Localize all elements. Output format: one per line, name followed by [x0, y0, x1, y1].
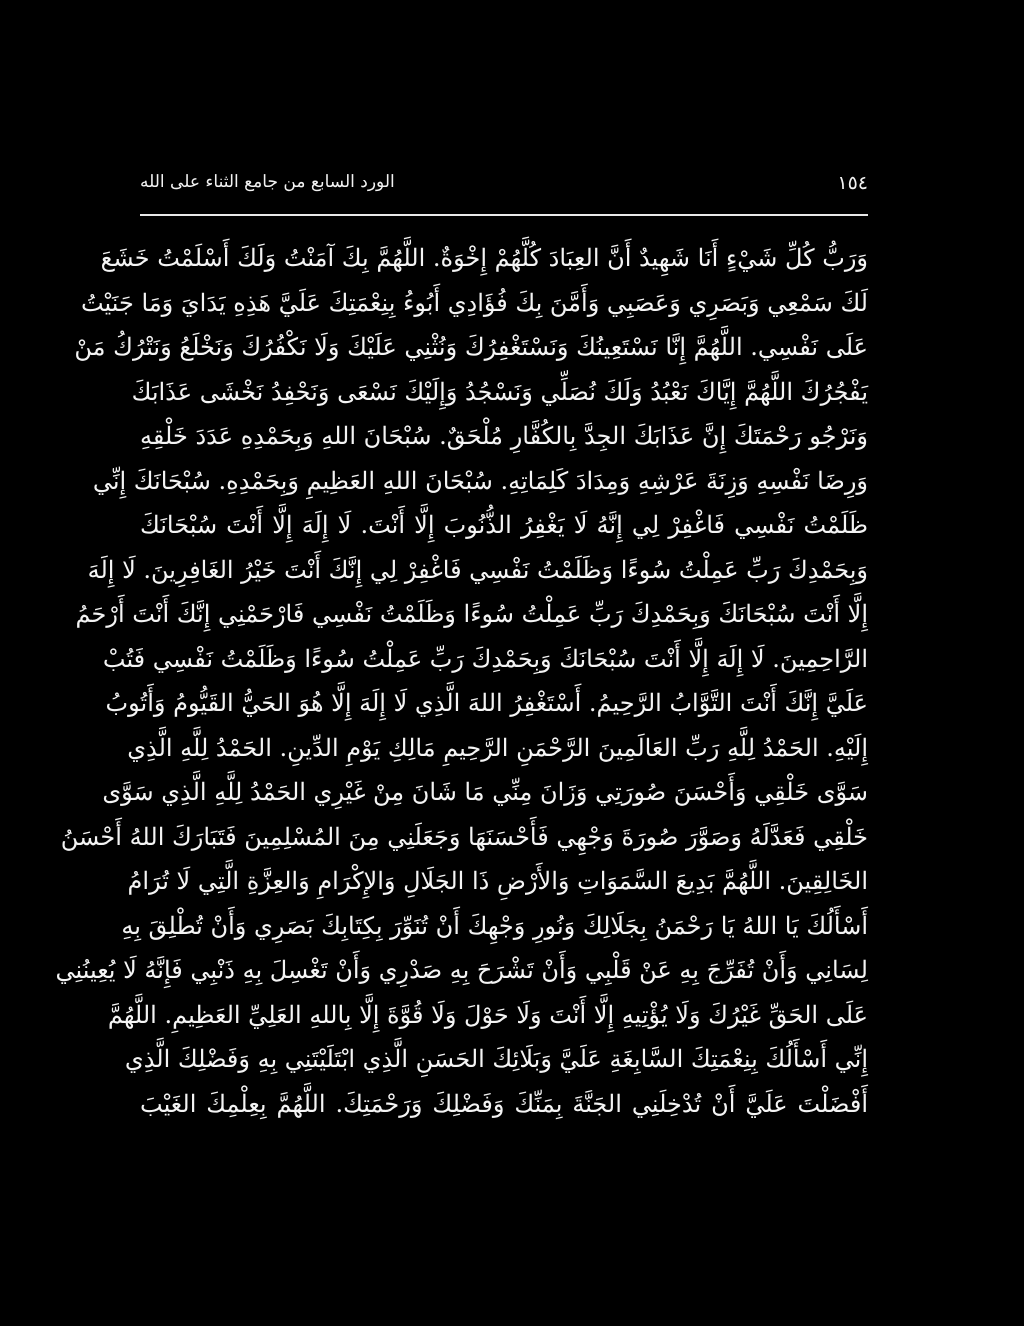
text-line: وَبِحَمْدِكَ رَبِّ عَمِلْتُ سُوءًا وَظَلَمْتُ نَفْسِي فَاغْفِرْ لِي إِنَّكَ أَنْتَ خَيْرُ الغَافِرِينَ. لَا إِلَهَ	[87, 555, 868, 584]
text-line: لِسَانِي وَأَنْ تُفَرِّجَ بِهِ عَنْ قَلْبِي وَأَنْ تَشْرَحَ بِهِ صَدْرِي وَأَنْ تَغْسِلَ بِهِ ذَنْبِي فَإِنَّهُ لَا يُعِينُنِي	[55, 956, 868, 984]
text-line: إِنِّي أَسْأَلُكَ بِنِعْمَتِكَ السَّابِغَةِ عَلَيَّ وَبَلَائِكَ الحَسَنِ الَّذِي ابْتَلَيْتَنِي بِهِ وَفَضْلِكَ الَّذِي	[124, 1045, 868, 1073]
body-text	[55, 236, 868, 1126]
text-line: عَلَيَّ إِنَّكَ أَنْتَ التَّوَّابُ الرَّحِيمُ. أَسْتَغْفِرُ اللهَ الَّذِي لَا إِلَهَ إِلَّا هُوَ الحَيُّ القَيُّومُ وَأَتُوبُ	[105, 689, 868, 717]
page-number: ١٥٤	[837, 172, 868, 194]
text-line: إِلَيْهِ. الحَمْدُ لِلَّهِ رَبِّ العَالَمِينَ الرَّحْمَنِ الرَّحِيمِ مَالِكِ يَوْمِ الدِّينِ. الحَمْدُ لِلَّهِ الَّذِي	[127, 733, 868, 762]
text-line: إِلَّا أَنْتَ سُبْحَانَكَ وَبِحَمْدِكَ رَبِّ عَمِلْتُ سُوءًا وَظَلَمْتُ نَفْسِي فَارْحَمْنِي إِنَّكَ أَنْتَ أَرْحَمُ	[75, 600, 868, 628]
text-line: عَلَى نَفْسِي. اللَّهُمَّ إِنَّا نَسْتَعِينُكَ وَنَسْتَغْفِرُكَ وَنُثْنِي عَلَيْكَ وَلَا نَكْفُرُكَ وَنَخْلَعُ وَنَتْرُكُ مَنْ	[74, 333, 868, 361]
text-line: أَفْضَلْتَ عَلَيَّ أَنْ تُدْخِلَنِي الجَنَّةَ بِمَنِّكَ وَفَضْلِكَ وَرَحْمَتِكَ. اللَّهُمَّ بِعِلْمِكَ الغَيْبَ	[140, 1089, 868, 1118]
text-line: الخَالِقِينَ. اللَّهُمَّ بَدِيعَ السَّمَوَاتِ وَالأَرْضِ ذَا الجَلَالِ وَالإِكْرَامِ وَالعِزَّةِ الَّتِي لَا تُرَامُ	[127, 867, 868, 895]
text-line: وَنَرْجُو رَحْمَتَكَ إِنَّ عَذَابَكَ الجِدَّ بِالكُفَّارِ مُلْحَقٌ. سُبْحَانَ اللهِ وَبِحَمْدِهِ عَدَدَ خَلْقِهِ	[140, 422, 868, 450]
text-line: عَلَى الحَقِّ غَيْرُكَ وَلَا يُؤْتِيهِ إِلَّا أَنْتَ وَلَا حَوْلَ وَلَا قُوَّةَ إِلَّا بِاللهِ العَلِيِّ العَظِيمِ. اللَّهُمَّ	[107, 1000, 868, 1029]
text-line: لَكَ سَمْعِي وَبَصَرِي وَعَصَبِي وَأَمَّنَ بِكَ فُؤَادِي أَبُوءُ بِنِعْمَتِكَ عَلَيَّ هَذِهِ يَدَايَ وَمَا جَنَيْتُ	[80, 288, 868, 317]
header-divider	[140, 214, 868, 216]
text-line: يَفْجُرُكَ اللَّهُمَّ إِيَّاكَ نَعْبُدُ وَلَكَ نُصَلِّي وَنَسْجُدُ وَإِلَيْكَ نَسْعَى وَنَحْفِدُ نَخْشَى عَذَابَكَ	[131, 377, 868, 406]
text-line: ظَلَمْتُ نَفْسِي فَاغْفِرْ لِي إِنَّهُ لَا يَغْفِرُ الذُّنُوبَ إِلَّا أَنْتَ. لَا إِلَهَ إِلَّا أَنْتَ سُبْحَانَكَ	[140, 511, 868, 539]
page-header	[140, 172, 868, 206]
text-line: خَلْقِي فَعَدَّلَهُ وَصَوَّرَ صُورَةَ وَجْهِي فَأَحْسَنَهَا وَجَعَلَنِي مِنَ المُسْلِمِينَ فَتَبَارَكَ اللهُ أَحْسَنُ	[60, 822, 868, 851]
text-line: سَوَّى خَلْقِي وَأَحْسَنَ صُورَتِي وَزَانَ مِنِّي مَا شَانَ مِنْ غَيْرِي الحَمْدُ لِلَّهِ الَّذِي سَوَّى	[102, 778, 868, 806]
text-line: وَرِضَا نَفْسِهِ وَزِنَةَ عَرْشِهِ وَمِدَادَ كَلِمَاتِهِ. سُبْحَانَ اللهِ العَظِيمِ وَبِحَمْدِهِ. سُبْحَانَكَ إِنِّي	[92, 466, 868, 495]
text-line: وَرَبُّ كُلِّ شَيْءٍ أَنَا شَهِيدٌ أَنَّ العِبَادَ كُلَّهُمْ إِخْوَةٌ. اللَّهُمَّ بِكَ آمَنْتُ وَلَكَ أَسْلَمْتُ خَشَعَ	[100, 244, 868, 272]
text-line: أَسْأَلُكَ يَا اللهُ يَا رَحْمَنُ بِجَلَالِكَ وَنُورِ وَجْهِكَ أَنْ تُنَوِّرَ بِكِتَابِكَ بَصَرِي وَأَنْ تُطْلِقَ بِهِ	[121, 911, 868, 940]
text-line: الرَّاحِمِينَ. لَا إِلَهَ إِلَّا أَنْتَ سُبْحَانَكَ وَبِحَمْدِكَ رَبِّ عَمِلْتُ سُوءًا وَظَلَمْتُ نَفْسِي فَتُبْ	[102, 644, 868, 673]
running-title: الورد السابع من جامع الثناء على الله	[140, 172, 395, 192]
